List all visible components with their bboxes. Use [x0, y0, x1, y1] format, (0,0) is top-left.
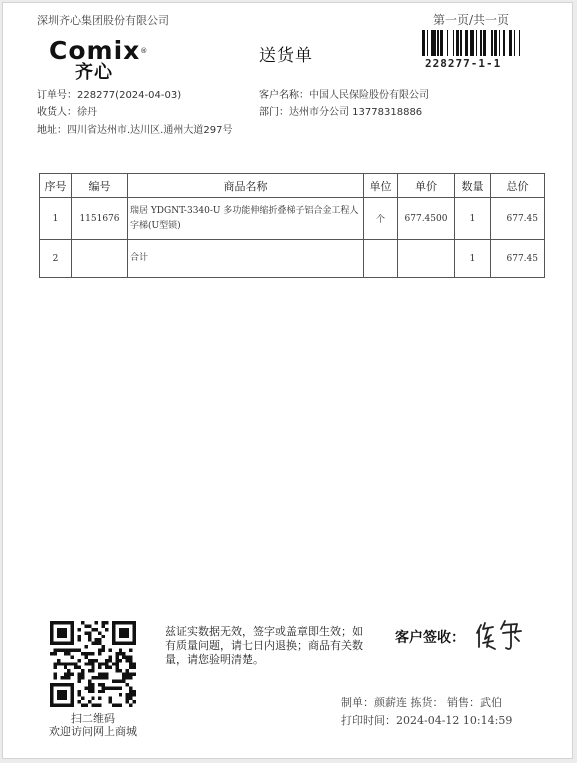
barcode — [422, 30, 522, 56]
cell-unit: 个 — [364, 198, 398, 240]
header-seq: 序号 — [40, 174, 72, 198]
header-name: 商品名称 — [128, 174, 364, 198]
table-row — [40, 240, 545, 278]
department: 部门：达州市分公司 13778318886 — [259, 107, 423, 118]
order-number: 订单号：228277(2024-04-03) — [37, 90, 182, 101]
cell-total: 677.45 — [491, 198, 545, 240]
cell-code: 1151676 — [72, 198, 128, 240]
qr-caption: 扫二维码 — [71, 712, 115, 725]
customer-name: 客户名称：中国人民保险股份有限公司 — [259, 90, 429, 101]
handwritten-signature — [473, 615, 533, 655]
qr-caption-mall: 欢迎访问网上商城 — [49, 725, 137, 738]
cell-price: 677.4500 — [398, 198, 455, 240]
barcode-number: 228277-1-1 — [425, 57, 502, 70]
cell-unit — [364, 240, 398, 278]
makers-line: 制单：颜薪连 拣货： 销售：武伯 — [341, 696, 502, 709]
cell-code — [72, 240, 128, 278]
cell-total: 677.45 — [491, 240, 545, 278]
qr-code-icon[interactable] — [50, 621, 136, 707]
table-row — [40, 198, 545, 240]
table-header-row — [40, 174, 545, 198]
cell-qty: 1 — [455, 198, 491, 240]
customer-sign-label: 客户签收： — [395, 630, 465, 646]
comix-logo — [49, 36, 159, 85]
header-total: 总价 — [491, 174, 545, 198]
notice-text: 兹证实数据无效，签字或盖章即生效；如有质量问题，请七日内退换；商品有关数量，请您验明清楚。 — [165, 625, 363, 666]
header-unit: 单位 — [364, 174, 398, 198]
delivery-note-page — [2, 2, 573, 759]
logo-chinese: 齐心 — [75, 62, 113, 83]
header-price: 单价 — [398, 174, 455, 198]
cell-price — [398, 240, 455, 278]
document-title: 送货单 — [259, 46, 313, 66]
cell-seq: 2 — [40, 240, 72, 278]
header-qty: 数量 — [455, 174, 491, 198]
header-code: 编号 — [72, 174, 128, 198]
logo-wordmark: Comix® — [49, 36, 149, 65]
address: 地址：四川省达州市.达川区.通州大道297号 — [37, 125, 233, 136]
cell-qty: 1 — [455, 240, 491, 278]
print-time: 打印时间：2024-04-12 10:14:59 — [341, 714, 513, 727]
cell-name: 合计 — [128, 240, 364, 278]
cell-name: 瑞居 YDGNT-3340-U 多功能伸缩折叠梯子铝合金工程人字梯(U型锁) — [128, 198, 364, 240]
cell-seq: 1 — [40, 198, 72, 240]
receiver: 收货人：徐丹 — [37, 107, 97, 118]
items-table — [39, 173, 545, 278]
company-name: 深圳齐心集团股份有限公司 — [37, 14, 169, 27]
page-info: 第一页/共一页 — [433, 13, 510, 27]
